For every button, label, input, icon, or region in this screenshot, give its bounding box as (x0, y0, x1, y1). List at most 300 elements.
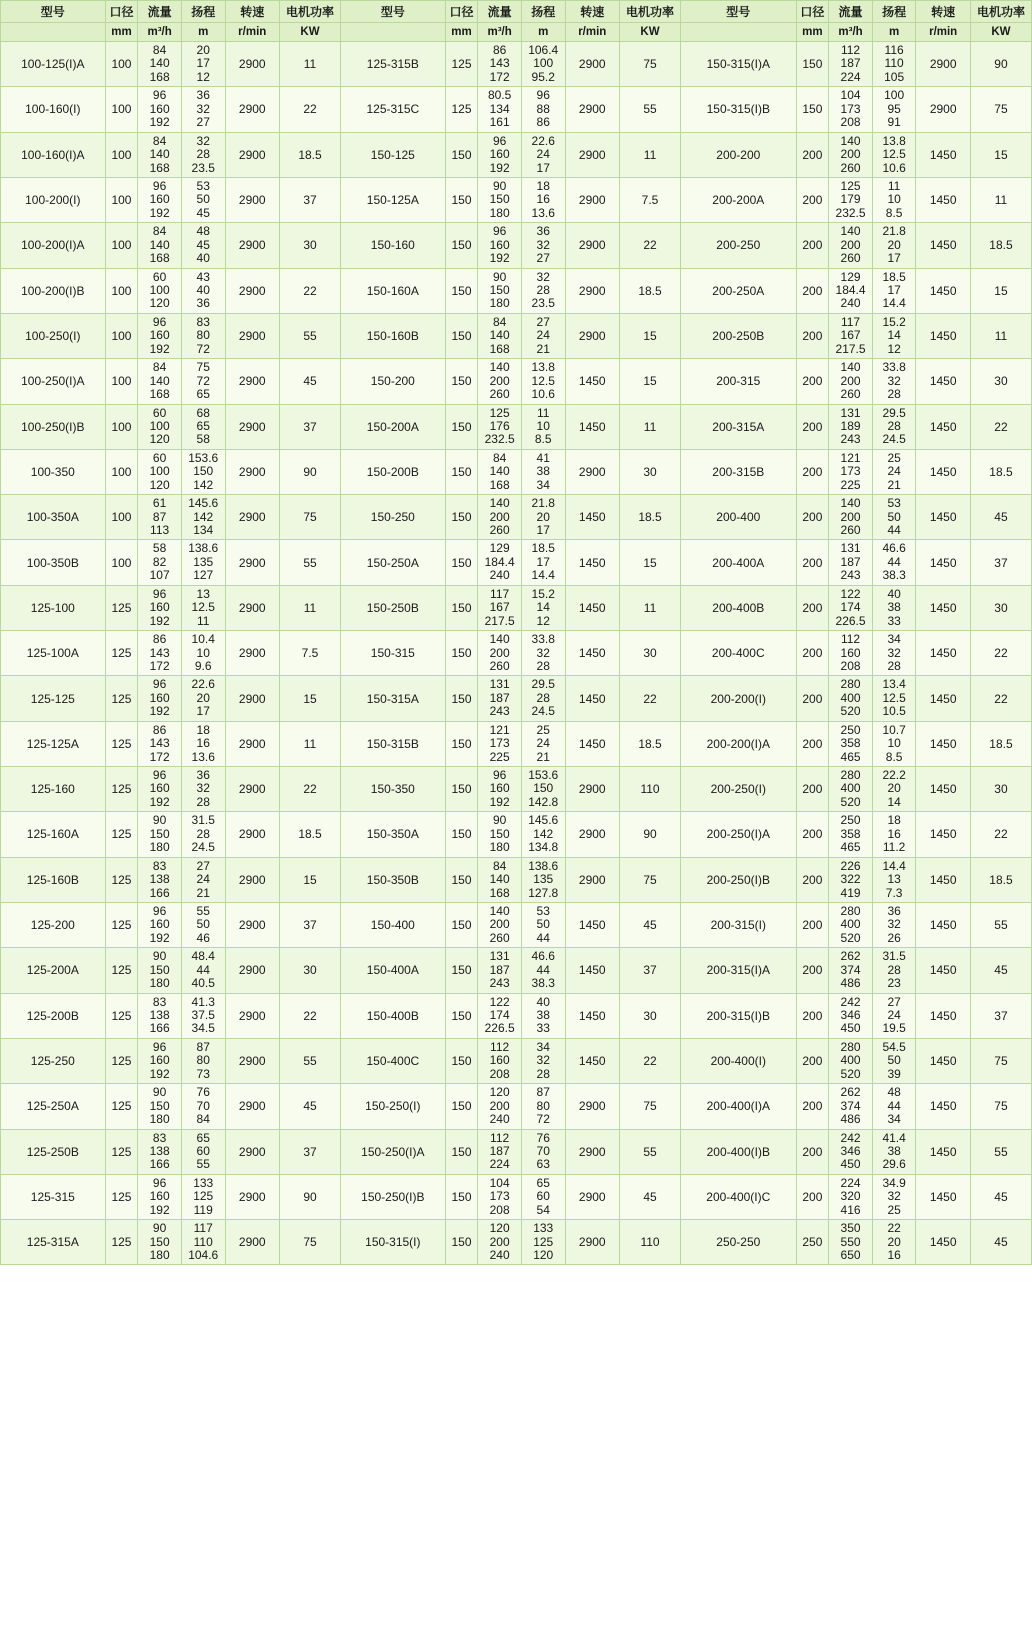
cell-model: 100-160(I) (1, 87, 106, 132)
cell-head-value: 84 (196, 1112, 210, 1127)
cell-model: 150-250A (341, 540, 446, 585)
cell-flow-value: 84 (152, 43, 167, 57)
header-dn-1: 口径 (105, 1, 138, 23)
cell-dn: 200 (796, 1129, 829, 1174)
cell-head-value: 125 (533, 1234, 554, 1249)
cell-model: 200-200 (681, 132, 797, 177)
cell-dn: 150 (445, 177, 478, 222)
cell-speed: 1450 (565, 676, 619, 721)
cell-speed: 2900 (225, 631, 279, 676)
cell-flow-value: 131 (489, 677, 510, 692)
cell-model: 125-200B (1, 993, 106, 1038)
cell-power: 55 (970, 902, 1031, 947)
cell-head-value: 53 (536, 903, 550, 918)
cell-flow-value: 120 (489, 1085, 510, 1100)
cell-model: 200-315(I)A (681, 948, 797, 993)
cell-head-value: 48 (196, 224, 210, 239)
cell-head-value: 18 (887, 813, 901, 828)
cell-head (181, 721, 225, 766)
cell-speed: 1450 (916, 812, 970, 857)
cell-flow (138, 1220, 182, 1265)
cell-flow-value: 96 (152, 314, 167, 329)
cell-flow-value: 173 (489, 1189, 510, 1204)
cell-head-value: 38 (536, 464, 550, 479)
table-body (1, 42, 1032, 1265)
cell-flow (829, 540, 873, 585)
cell-head-value: 27 (536, 251, 550, 266)
cell-flow-value: 180 (489, 296, 510, 311)
table-row (1, 631, 1032, 676)
cell-flow-value: 226.5 (835, 613, 866, 628)
cell-flow-value: 168 (149, 387, 170, 402)
cell-head (521, 767, 565, 812)
cell-flow-value: 260 (489, 930, 510, 945)
cell-flow (829, 993, 873, 1038)
cell-flow-value: 250 (840, 722, 861, 737)
cell-head (181, 495, 225, 540)
cell-power: 18.5 (620, 268, 681, 313)
cell-model: 150-350A (341, 812, 446, 857)
cell-speed: 2900 (225, 132, 279, 177)
cell-head-value: 22.6 (531, 133, 555, 148)
cell-flow-value: 140 (489, 464, 510, 479)
cell-head-value: 106.4 (528, 43, 559, 57)
cell-head-value: 116 (884, 43, 904, 57)
cell-dn: 200 (796, 585, 829, 630)
cell-model: 125-315 (1, 1174, 106, 1219)
cell-head-value: 14.4 (882, 296, 906, 311)
cell-flow-value: 160 (149, 328, 170, 343)
cell-dn: 150 (445, 676, 478, 721)
cell-flow-value: 243 (840, 568, 861, 583)
cell-speed: 2900 (225, 223, 279, 268)
cell-flow-value: 138 (149, 1008, 170, 1022)
cell-dn: 100 (105, 359, 138, 404)
cell-flow (829, 1084, 873, 1129)
cell-model: 100-250(I)B (1, 404, 106, 449)
cell-speed: 1450 (565, 631, 619, 676)
cell-dn: 200 (796, 540, 829, 585)
cell-flow-value: 96 (152, 677, 167, 692)
table-row (1, 177, 1032, 222)
cell-flow (829, 585, 873, 630)
cell-flow-value: 90 (492, 269, 507, 284)
cell-speed: 2900 (225, 177, 279, 222)
cell-head-value: 24 (887, 464, 901, 479)
cell-head-value: 32 (536, 269, 550, 284)
cell-head-value: 13.8 (882, 133, 906, 148)
header-model-3: 型号 (681, 1, 797, 23)
cell-head (521, 132, 565, 177)
cell-head (181, 948, 225, 993)
cell-head-value: 28 (887, 418, 901, 433)
unit-power-1: KW (279, 23, 340, 42)
cell-power: 30 (970, 585, 1031, 630)
cell-dn: 125 (105, 902, 138, 947)
cell-head (521, 993, 565, 1038)
cell-speed: 1450 (565, 404, 619, 449)
cell-head-value: 38 (887, 1143, 901, 1158)
cell-model: 150-250B (341, 585, 446, 630)
cell-speed: 2900 (225, 676, 279, 721)
cell-power: 18.5 (970, 449, 1031, 494)
cell-flow-value: 140 (149, 147, 170, 162)
cell-flow-value: 520 (840, 930, 861, 945)
cell-model: 150-160B (341, 313, 446, 358)
cell-head-value: 34 (536, 477, 550, 492)
cell-speed: 2900 (565, 857, 619, 902)
cell-power: 22 (620, 676, 681, 721)
cell-flow-value: 86 (492, 43, 507, 57)
cell-power: 15 (620, 313, 681, 358)
cell-flow-value: 280 (840, 677, 861, 692)
cell-head-value: 27 (536, 314, 550, 329)
cell-head-value: 87 (196, 1039, 210, 1054)
cell-head-value: 60 (196, 1143, 210, 1158)
cell-head-value: 45 (196, 205, 210, 220)
cell-flow-value: 160 (149, 917, 170, 932)
cell-model: 150-160 (341, 223, 446, 268)
cell-flow-value: 160 (149, 781, 170, 796)
cell-flow-value: 140 (840, 133, 861, 148)
cell-power: 45 (620, 902, 681, 947)
cell-head-value: 96 (536, 88, 550, 103)
cell-model: 200-400(I) (681, 1038, 797, 1083)
cell-head-value: 133 (533, 1221, 554, 1236)
cell-dn: 150 (445, 1174, 478, 1219)
cell-head-value: 28 (196, 147, 210, 162)
cell-power: 18.5 (279, 132, 340, 177)
cell-head (521, 1129, 565, 1174)
cell-dn: 150 (445, 993, 478, 1038)
cell-head (181, 223, 225, 268)
unit-model-1 (1, 23, 106, 42)
cell-model: 150-200 (341, 359, 446, 404)
cell-flow (478, 359, 522, 404)
cell-head-value: 36 (196, 88, 210, 103)
cell-flow-value: 242 (840, 994, 861, 1009)
cell-flow (829, 223, 873, 268)
cell-flow-value: 520 (840, 1066, 861, 1081)
cell-flow-value: 112 (840, 632, 861, 647)
cell-flow-value: 140 (489, 903, 510, 918)
cell-flow-value: 400 (840, 781, 861, 796)
cell-flow (829, 177, 873, 222)
cell-flow (138, 812, 182, 857)
cell-head-value: 25 (887, 1202, 901, 1217)
cell-head-value: 50 (887, 1053, 901, 1068)
cell-flow-value: 192 (149, 1066, 170, 1081)
cell-speed: 2900 (225, 268, 279, 313)
cell-flow-value: 131 (840, 405, 861, 420)
cell-head-value: 142.8 (528, 794, 559, 809)
cell-power: 37 (620, 948, 681, 993)
cell-flow (829, 1038, 873, 1083)
cell-flow (138, 1129, 182, 1174)
cell-head (872, 585, 916, 630)
header-power-2: 电机功率 (620, 1, 681, 23)
cell-head (521, 42, 565, 87)
table-row (1, 1220, 1032, 1265)
cell-flow (138, 449, 182, 494)
cell-head (872, 359, 916, 404)
cell-head-value: 14.4 (531, 568, 555, 583)
cell-power: 7.5 (620, 177, 681, 222)
cell-flow (829, 495, 873, 540)
cell-head (181, 585, 225, 630)
cell-model: 150-400C (341, 1038, 446, 1083)
header-dn-3: 口径 (796, 1, 829, 23)
cell-speed: 1450 (916, 404, 970, 449)
cell-flow-value: 160 (149, 101, 170, 116)
cell-dn: 125 (445, 87, 478, 132)
cell-flow-value: 224 (840, 1175, 861, 1190)
cell-model: 150-160A (341, 268, 446, 313)
cell-power: 11 (620, 132, 681, 177)
cell-head-value: 138.6 (528, 858, 559, 873)
cell-head-value: 13.6 (531, 205, 555, 220)
cell-head-value: 10.7 (882, 722, 906, 737)
cell-head (521, 359, 565, 404)
cell-flow-value: 104 (489, 1175, 510, 1190)
cell-head-value: 29.6 (882, 1157, 906, 1172)
cell-head-value: 55 (196, 1157, 210, 1172)
cell-power: 15 (620, 540, 681, 585)
cell-head-value: 17 (536, 523, 550, 537)
cell-flow-value: 174 (489, 1008, 510, 1022)
cell-speed: 2900 (565, 42, 619, 87)
cell-flow-value: 226.5 (484, 1021, 515, 1036)
cell-power: 15 (620, 359, 681, 404)
cell-head (872, 676, 916, 721)
cell-dn: 200 (796, 948, 829, 993)
cell-head-value: 33.8 (882, 360, 906, 375)
cell-power: 37 (279, 902, 340, 947)
cell-head-value: 34 (536, 1039, 550, 1054)
cell-flow-value: 262 (840, 1085, 861, 1100)
cell-flow (138, 540, 182, 585)
cell-flow-value: 160 (489, 237, 510, 252)
cell-head-value: 95.2 (531, 69, 555, 84)
cell-flow (138, 1174, 182, 1219)
cell-model: 150-350B (341, 857, 446, 902)
cell-flow (478, 313, 522, 358)
cell-flow-value: 465 (840, 749, 861, 764)
cell-flow (138, 223, 182, 268)
cell-head-value: 12 (196, 69, 210, 84)
cell-flow-value: 322 (840, 872, 861, 887)
cell-head-value: 18 (536, 178, 550, 193)
cell-speed: 2900 (565, 313, 619, 358)
table-row (1, 948, 1032, 993)
cell-head (521, 902, 565, 947)
cell-speed: 2900 (225, 1174, 279, 1219)
cell-dn: 150 (445, 902, 478, 947)
cell-head-value: 16 (536, 192, 550, 207)
cell-flow-value: 172 (149, 749, 170, 764)
table-row (1, 902, 1032, 947)
cell-speed: 2900 (225, 1038, 279, 1083)
cell-flow-value: 168 (489, 885, 510, 900)
cell-flow-value: 61 (152, 496, 167, 511)
cell-model: 200-250A (681, 268, 797, 313)
cell-head-value: 142 (533, 826, 554, 841)
cell-power: 37 (970, 993, 1031, 1038)
cell-head-value: 23.5 (191, 160, 215, 175)
cell-head-value: 28 (887, 387, 901, 402)
cell-dn: 200 (796, 631, 829, 676)
cell-head-value: 19.5 (882, 1021, 906, 1036)
cell-speed: 2900 (565, 1129, 619, 1174)
cell-flow-value: 90 (152, 949, 167, 964)
cell-speed: 1450 (916, 540, 970, 585)
cell-power: 22 (970, 404, 1031, 449)
cell-flow-value: 112 (490, 1130, 510, 1145)
cell-power: 37 (279, 177, 340, 222)
cell-dn: 200 (796, 1084, 829, 1129)
cell-flow-value: 131 (489, 949, 510, 964)
cell-head-value: 32 (196, 101, 210, 116)
cell-head-value: 38 (536, 1008, 550, 1022)
cell-power: 30 (620, 631, 681, 676)
cell-flow-value: 150 (489, 283, 510, 297)
cell-head-value: 50 (887, 509, 901, 524)
cell-model: 125-100 (1, 585, 106, 630)
cell-speed: 1450 (916, 1174, 970, 1219)
cell-flow (138, 1084, 182, 1129)
cell-head (872, 42, 916, 87)
cell-speed: 1450 (916, 223, 970, 268)
cell-dn: 150 (796, 42, 829, 87)
cell-head-value: 120 (533, 1248, 554, 1262)
cell-flow-value: 160 (489, 781, 510, 796)
header-power-1: 电机功率 (279, 1, 340, 23)
cell-flow-value: 208 (840, 658, 861, 673)
table-row (1, 449, 1032, 494)
cell-model: 200-400C (681, 631, 797, 676)
cell-head (872, 223, 916, 268)
cell-head-value: 40 (536, 994, 550, 1009)
cell-model: 150-315 (341, 631, 446, 676)
cell-flow-value: 200 (840, 147, 861, 162)
cell-head (181, 767, 225, 812)
cell-speed: 1450 (916, 902, 970, 947)
cell-speed: 1450 (916, 857, 970, 902)
cell-flow (829, 721, 873, 766)
cell-flow (138, 359, 182, 404)
cell-flow-value: 121 (489, 722, 510, 737)
cell-head-value: 54.5 (882, 1039, 906, 1054)
cell-head-value: 50 (196, 917, 210, 932)
cell-head-value: 17 (196, 56, 210, 71)
cell-head-value: 48.4 (191, 949, 215, 964)
cell-flow-value: 320 (840, 1189, 861, 1204)
cell-flow-value: 86 (152, 722, 167, 737)
cell-power: 11 (279, 721, 340, 766)
cell-flow (478, 495, 522, 540)
table-row (1, 676, 1032, 721)
cell-flow-value: 120 (489, 1221, 510, 1236)
cell-flow (478, 268, 522, 313)
cell-flow-value: 187 (489, 1143, 510, 1158)
cell-speed: 2900 (565, 268, 619, 313)
cell-head-value: 16 (887, 826, 901, 841)
cell-head-value: 32 (536, 237, 550, 252)
cell-model: 100-200(I)A (1, 223, 106, 268)
cell-power: 37 (970, 540, 1031, 585)
cell-flow-value: 200 (489, 1234, 510, 1249)
cell-head-value: 38.3 (882, 568, 906, 583)
table-row (1, 585, 1032, 630)
cell-speed: 2900 (225, 495, 279, 540)
cell-head-value: 75 (196, 360, 210, 375)
cell-flow-value: 60 (152, 269, 167, 284)
cell-flow-value: 113 (150, 523, 170, 537)
cell-model: 100-125(I)A (1, 42, 106, 87)
cell-flow-value: 225 (489, 749, 510, 764)
cell-flow-value: 280 (840, 1039, 861, 1054)
cell-flow-value: 240 (489, 1248, 510, 1262)
cell-head-value: 23.5 (531, 296, 555, 311)
cell-power: 90 (279, 1174, 340, 1219)
cell-dn: 200 (796, 223, 829, 268)
cell-dn: 125 (105, 1174, 138, 1219)
cell-flow-value: 84 (152, 360, 167, 375)
cell-flow-value: 260 (840, 251, 861, 266)
cell-flow-value: 107 (149, 568, 170, 583)
cell-flow-value: 174 (840, 600, 861, 615)
table-row (1, 42, 1032, 87)
cell-flow-value: 192 (149, 205, 170, 220)
cell-flow-value: 200 (489, 1098, 510, 1113)
cell-flow-value: 140 (489, 360, 510, 375)
cell-flow-value: 192 (489, 160, 510, 175)
cell-model: 125-160A (1, 812, 106, 857)
cell-speed: 2900 (565, 1174, 619, 1219)
cell-power: 55 (620, 1129, 681, 1174)
table-row (1, 359, 1032, 404)
cell-dn: 200 (796, 676, 829, 721)
cell-head-value: 153.6 (188, 450, 219, 465)
cell-head-value: 28 (887, 962, 901, 977)
cell-speed: 1450 (565, 902, 619, 947)
cell-flow-value: 192 (149, 341, 170, 356)
cell-model: 200-400 (681, 495, 797, 540)
cell-flow-value: 192 (489, 794, 510, 809)
cell-flow-value: 160 (149, 1189, 170, 1204)
cell-dn: 150 (445, 223, 478, 268)
cell-flow-value: 96 (152, 88, 167, 103)
cell-power: 22 (970, 676, 1031, 721)
cell-model: 100-350A (1, 495, 106, 540)
cell-flow-value: 450 (840, 1157, 861, 1172)
header-row-titles (1, 1, 1032, 23)
cell-head-value: 20 (536, 509, 550, 524)
cell-model: 200-250(I) (681, 767, 797, 812)
cell-flow-value: 83 (152, 994, 167, 1009)
cell-flow-value: 226 (840, 858, 861, 873)
cell-speed: 2900 (225, 857, 279, 902)
cell-speed: 2900 (565, 1220, 619, 1265)
cell-power: 11 (279, 585, 340, 630)
cell-flow (829, 812, 873, 857)
cell-head-value: 83 (196, 314, 210, 329)
cell-speed: 2900 (225, 1220, 279, 1265)
cell-head-value: 36 (196, 768, 210, 782)
cell-flow-value: 172 (149, 658, 170, 673)
cell-head-value: 32 (536, 645, 550, 660)
cell-head-value: 12 (536, 613, 550, 628)
